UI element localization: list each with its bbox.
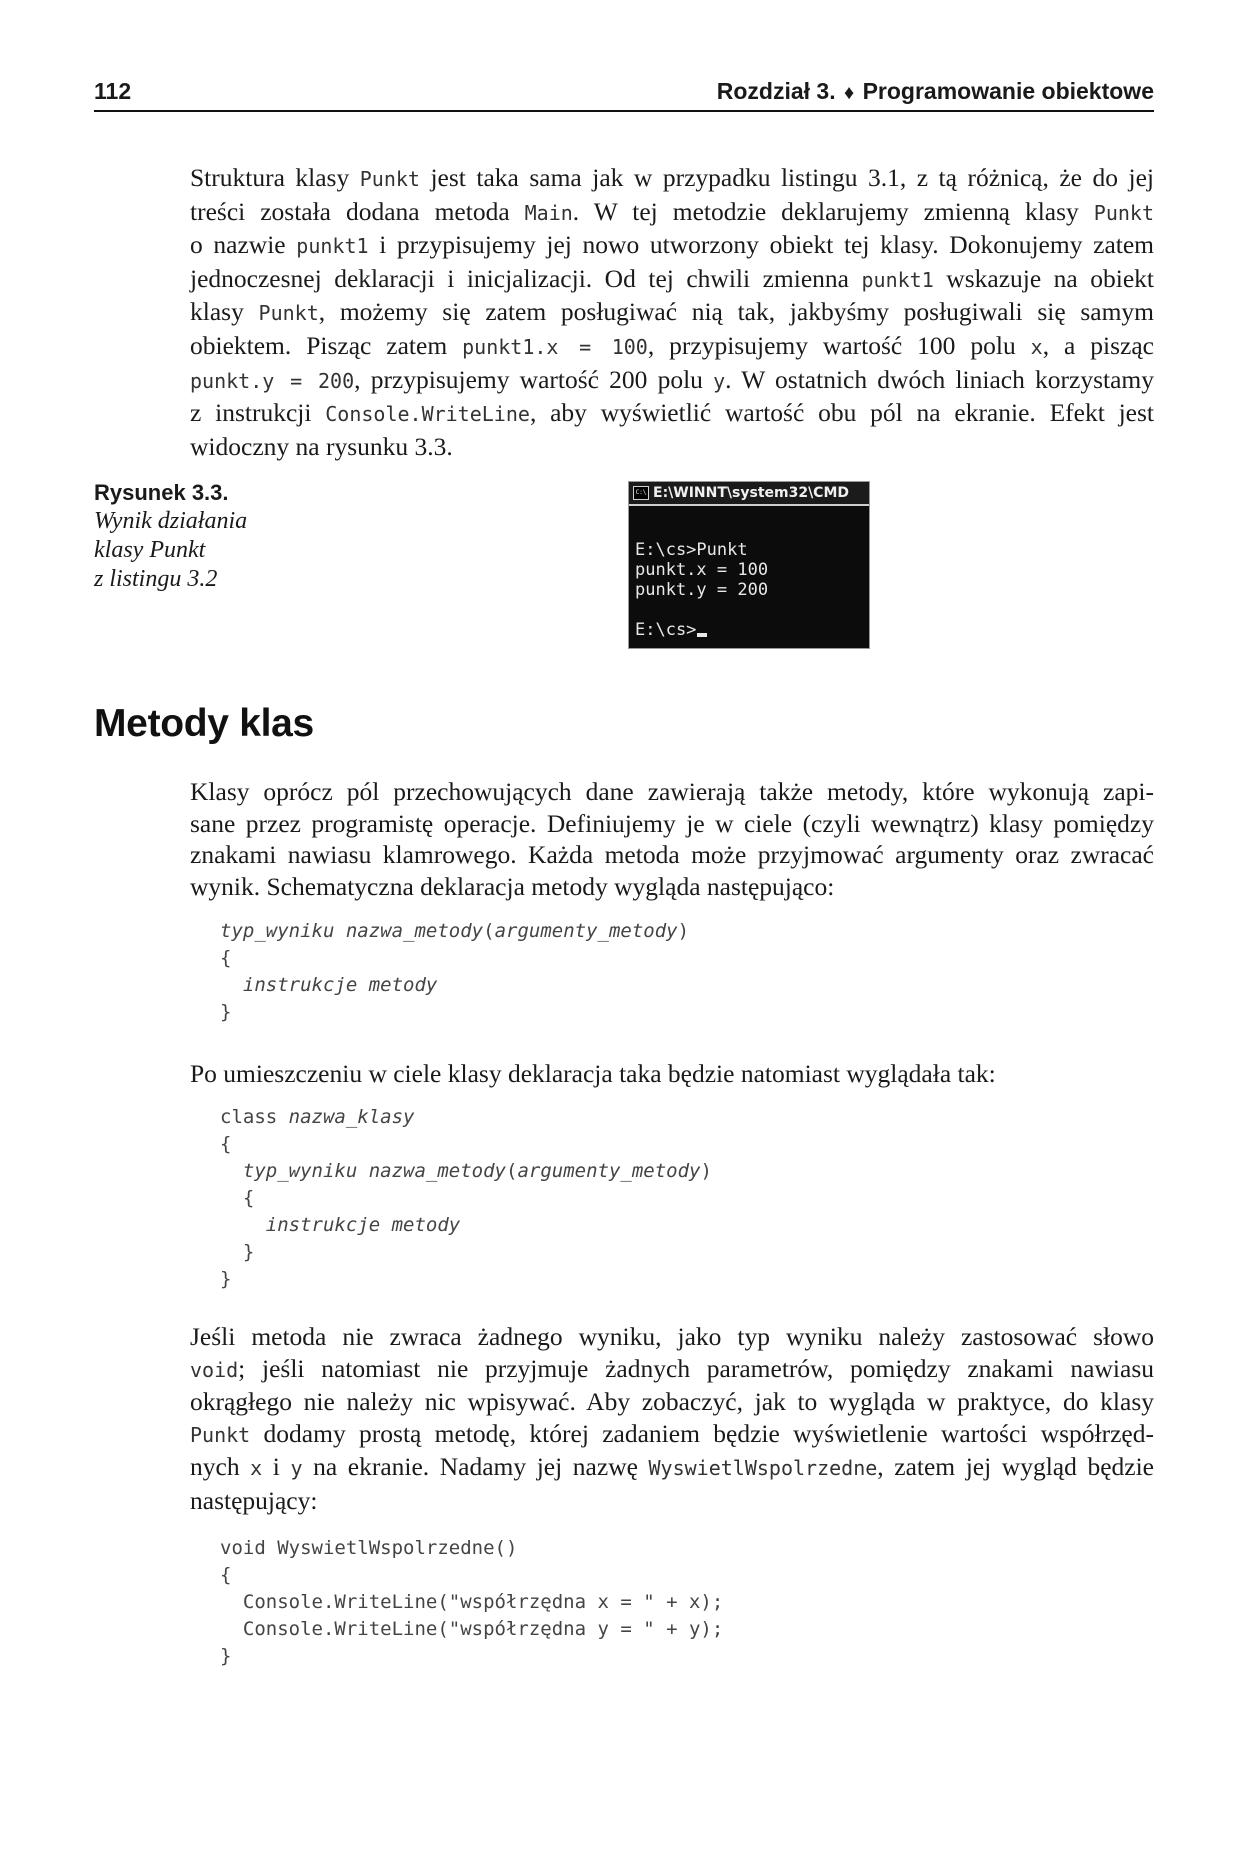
code-line: { [220,1564,232,1586]
figure-label: Rysunek 3.3. [94,480,229,505]
code-line: void WyswietlWspolrzedne() [220,1537,518,1559]
code-line: { [220,947,232,969]
code-line: } [220,1645,232,1667]
text-line: wynik. Schematyczna deklaracja metody wygląda następująco: [190,871,835,901]
chapter-prefix: Rozdział 3. [716,78,836,104]
code-block-class-schema [220,1104,712,1293]
console-line: punkt.x = 100 [635,560,769,580]
code-line: } [220,1001,232,1023]
text-line: znakami nawiasu klamrowego. Każda metoda może przyjmować argumenty oraz zwracać [190,840,1154,870]
section-title: Metody klas [94,702,314,745]
code-line: typ_wyniku nazwa_metody(argumenty_metody) [220,920,690,942]
console-prompt: E:\cs> [635,620,697,640]
console-titlebar [629,482,869,506]
console-line: E:\cs>Punkt [635,540,748,560]
text-line: Punkt dodamy prostą metodę, której zadaniem będzie wyświetlenie wartości współrzęd- [190,1418,1154,1448]
code-block-method-example [220,1535,723,1670]
console-icon: C:\ [633,486,649,500]
code-line: class nazwa_klasy [220,1106,415,1128]
chapter-name: Programowanie obiektowe [862,78,1154,104]
console-line: punkt.y = 200 [635,580,769,600]
console-title: E:\WINNT\system32\CMD [653,485,850,501]
paragraph-intro [190,162,1154,462]
caption-line: Wynik działania [94,508,248,534]
text-line: z instrukcji Console.WriteLine, aby wyświetlić wartość obu pól na ekranie. Efekt jest [190,398,1154,428]
console-output [629,506,869,640]
code-line: Console.WriteLine("współrzędna y = " + y); [220,1618,724,1640]
paragraph-methods [190,776,1154,902]
text-line: Po umieszczeniu w ciele klasy deklaracja taka będzie natomiast wyglądała tak: [190,1059,996,1088]
figure-caption [94,478,294,594]
diamond-icon: ♦ [843,82,855,104]
code-line: } [242,1241,255,1263]
text-line: sane przez programistę operacje. Definiujemy je w ciele (czyli wewnątrz) klasy pomiędzy [190,808,1154,838]
text-line: następujący: [190,1485,318,1515]
code-line: } [220,1268,232,1290]
code-line: typ_wyniku nazwa_metody(argumenty_metody) [242,1160,712,1182]
page-number: 112 [94,78,132,104]
caption-line: klasy Punkt [94,537,206,563]
code-line: { [242,1187,255,1209]
text-line: nych x i y na ekranie. Nadamy jej nazwę WyswietlWspolrzedne, zatem jej wygląd będzie [190,1452,1154,1482]
paragraph-class-placement [190,1058,1154,1090]
text-line: okrągłego nie należy nic wpisywać. Aby zobaczyć, jak to wygląda w praktyce, do klasy [190,1387,1154,1417]
text-line: Jeśli metoda nie zwraca żadnego wyniku, jako typ wyniku należy zastosować słowo [190,1322,1154,1351]
code-line: { [220,1133,232,1155]
caption-line: z listingu 3.2 [94,566,218,592]
console-prompt-line [635,620,869,640]
text-line: treści została dodana metoda Main. W tej metodzie deklarujemy zmienną klasy Punkt [190,196,1154,226]
code-line: instrukcje metody [265,1214,461,1236]
running-header [94,74,1154,112]
cursor-icon [697,633,707,637]
text-line: obiektem. Pisząc zatem punkt1.x = 100, przypisujemy wartość 100 polu x, a pisząc [190,330,1154,360]
text-line: Struktura klasy Punkt jest taka sama jak w przypadku listingu 3.1, z tą różnicą, że do jej [190,163,1154,192]
paragraph-void-method [190,1321,1154,1517]
code-line: instrukcje metody [242,974,438,996]
text-line: jednoczesnej deklaracji i inicjalizacji. Od tej chwili zmienna punkt1 wskazuje na obiekt [190,263,1155,293]
chapter-title [717,78,1154,105]
text-line: widoczny na rysunku 3.3. [190,431,453,461]
console-window-screenshot [628,481,870,649]
text-line: void; jeśli natomiast nie przyjmuje żadnych parametrów, pomiędzy znakami nawiasu [190,1353,1154,1383]
code-line: Console.WriteLine("współrzędna x = " + x); [220,1591,724,1613]
text-line: Klasy oprócz pól przechowujących dane zawierają także metody, które wykonują zapi- [190,777,1154,806]
text-line: punkt.y = 200, przypisujemy wartość 200 polu y. W ostatnich dwóch liniach korzystamy [190,364,1154,394]
text-line: o nazwie punkt1 i przypisujemy jej nowo utworzony obiekt tej klasy. Dokonujemy zatem [190,230,1154,260]
text-line: klasy Punkt, możemy się zatem posługiwać nią tak, jakbyśmy posługiwali się samym [190,297,1155,327]
code-block-method-schema [220,918,689,1026]
